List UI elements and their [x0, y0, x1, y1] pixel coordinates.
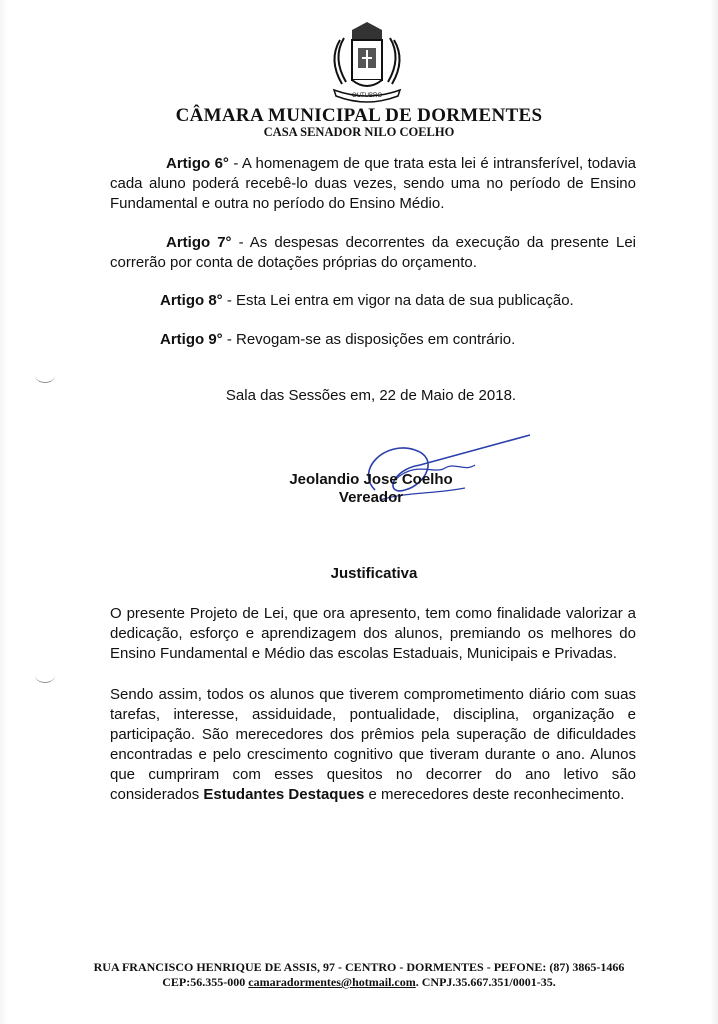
crest-banner-text: OUTUBRO — [352, 93, 382, 99]
footer-email-link[interactable]: camaradormentes@hotmail.com — [248, 975, 416, 989]
article-label: Artigo 7° — [166, 234, 232, 251]
article-text: - Revogam-se as disposições em contrário. — [222, 331, 516, 348]
justification-title: Justificativa — [330, 565, 418, 582]
emphasis-text: Estudantes Destaques — [203, 786, 365, 803]
article-text: - Esta Lei entra em vigor na data de sua publicação. — [222, 292, 574, 309]
justification-paragraph-1: O presente Projeto de Lei, que ora apresento, tem como finalidade valorizar a dedicação, esforço e aprendizagem dos alunos, premiando os melhores do Ensino Fundamental e Médio das escolas Estaduais, Municipais e Privadas. — [110, 605, 636, 662]
session-date: Sala das Sessões em, 22 de Maio de 2018. — [225, 387, 517, 404]
article-label: Artigo 8° — [160, 292, 223, 309]
chamber-title: CÂMARA MUNICIPAL DE DORMENTES — [175, 105, 543, 126]
article-7 — [110, 233, 636, 273]
municipal-crest-icon — [322, 18, 412, 104]
article-text: - A homenagem de que trata esta lei é intransferível, todavia cada aluno poderá recebê-lo duas vezes, sendo uma no período de Ensino Fundamental e outra no período do Ensino Médio. — [110, 155, 636, 212]
paragraph-text: Sendo assim, todos os alunos que tiverem comprometimento diário com suas tarefas, interesse, assiduidade, pontualidade, disciplina, organização e participação. São merecedores dos prêmios pela superação de dificuldades encontradas e pelo crescimento cognitivo que tiveram durante o ano. Alunos que cumpriram com esses quesitos no decorrer do ano letivo são considerados — [110, 686, 636, 803]
article-8 — [160, 291, 640, 311]
signatory-role: Vereador — [338, 489, 404, 506]
chamber-subtitle: CASA SENADOR NILO COELHO — [263, 125, 455, 139]
article-9 — [160, 330, 640, 350]
footer-cep: CEP:56.355-000 — [162, 975, 249, 989]
article-6 — [110, 154, 636, 214]
signatory-name: Jeolandio Jose Coelho — [289, 471, 453, 488]
paragraph-text: e merecedores deste reconhecimento. — [364, 786, 625, 803]
footer-contact — [0, 975, 718, 990]
article-text: - As despesas decorrentes da execução da presente Lei correrão por conta de dotações próprias do orçamento. — [110, 234, 636, 271]
punch-hole-mark — [35, 368, 55, 383]
punch-hole-mark — [35, 668, 55, 683]
justification-paragraph-2 — [110, 685, 636, 805]
article-label: Artigo 9° — [160, 331, 223, 348]
article-label: Artigo 6° — [166, 155, 229, 172]
footer-address: RUA FRANCISCO HENRIQUE DE ASSIS, 97 - CENTRO - DORMENTES - PEFONE: (87) 3865-1466 — [93, 960, 625, 974]
footer-cnpj: . CNPJ.35.667.351/0001-35. — [415, 975, 556, 989]
